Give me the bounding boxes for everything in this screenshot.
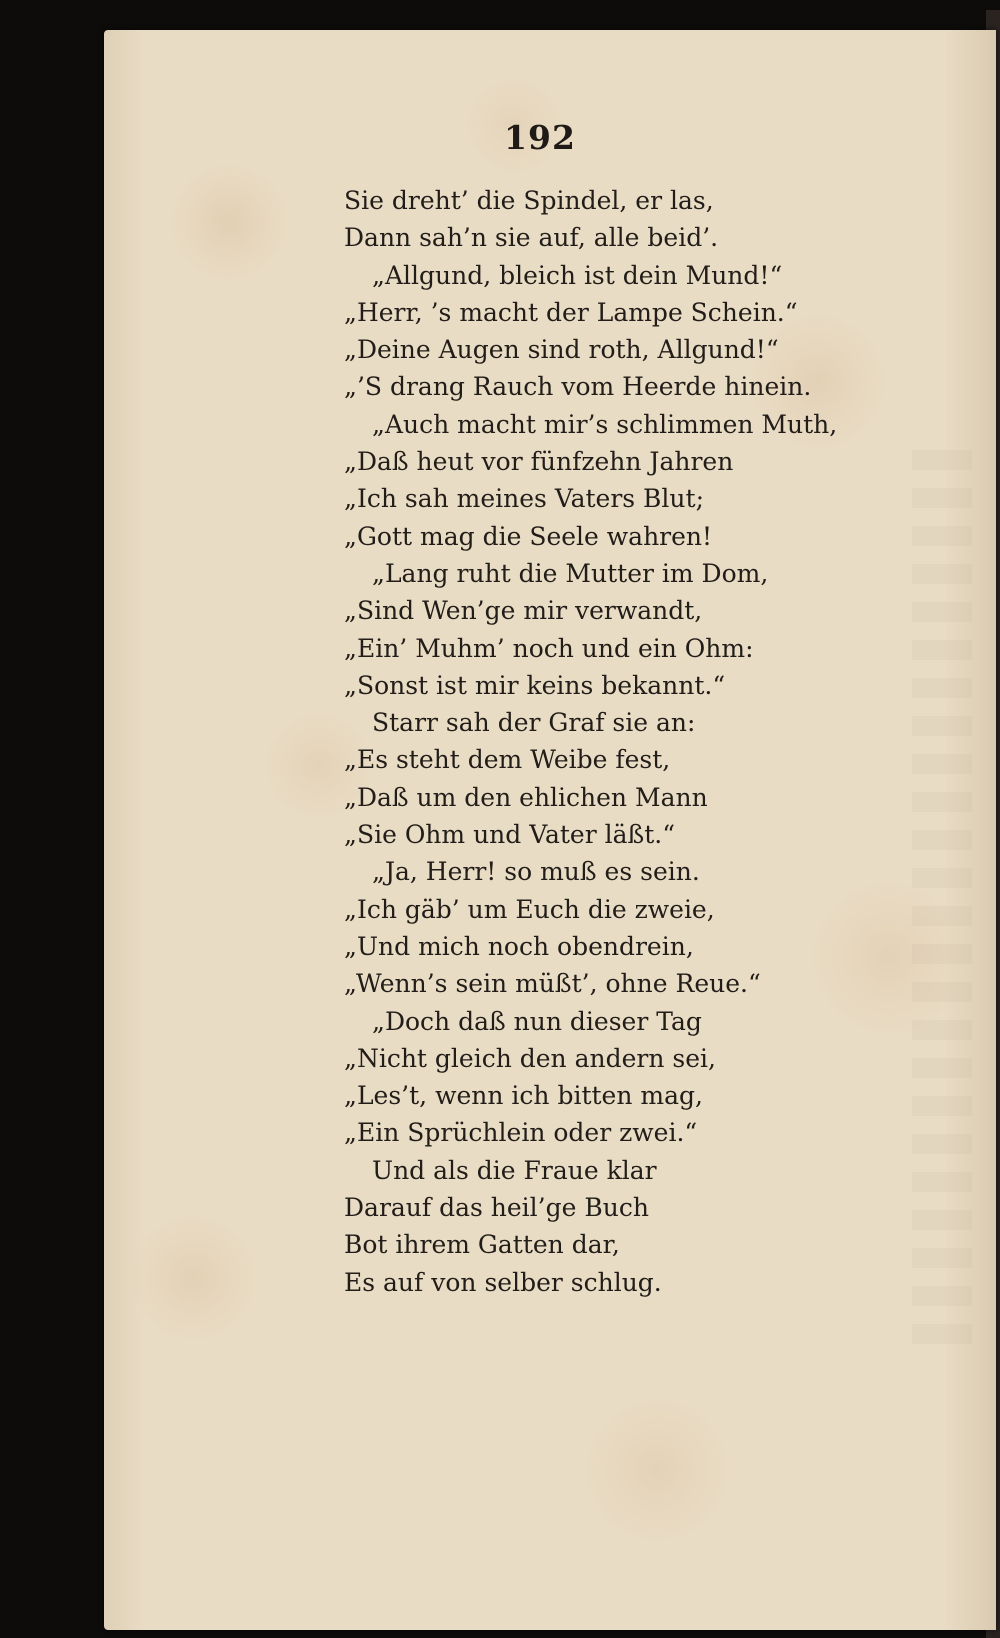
verse-line: „Allgund, bleich ist dein Mund!“: [372, 260, 783, 290]
verse-line: „Ein’ Muhm’ noch und ein Ohm:: [344, 633, 754, 663]
verse-line: Sie dreht’ die Spindel, er las,: [344, 186, 714, 215]
verse-line: „’S drang Rauch vom Heerde hinein.: [344, 372, 812, 402]
verse-line: „Sonst ist mir keins bekannt.“: [344, 670, 726, 700]
verse-line: „Sind Wen’ge mir verwandt,: [344, 596, 703, 626]
verse-line: „Deine Augen sind roth, Allgund!“: [344, 335, 779, 365]
verse-line: „Lang ruht die Mutter im Dom,: [372, 558, 769, 588]
verse-line: Es auf von selber schlug.: [344, 1267, 662, 1297]
verse-line: Und als die Fraue klar: [372, 1155, 657, 1185]
verse-line: „Auch macht mir’s schlimmen Muth,: [372, 409, 838, 439]
verse-line: „Nicht gleich den andern sei,: [344, 1043, 716, 1073]
verse-line: „Ich sah meines Vaters Blut;: [344, 484, 704, 514]
verse-line: „Und mich noch obendrein,: [344, 931, 694, 961]
verse-line: „Ich gäb’ um Euch die zweie,: [344, 894, 715, 924]
verse-line: „Les’t, wenn ich bitten mag,: [344, 1081, 703, 1111]
verse-line: Dann sah’n sie auf, alle beid’.: [344, 223, 719, 253]
poem-verse: [344, 182, 964, 1301]
verse-line: „Ja, Herr! so muß es sein.: [372, 857, 700, 887]
verse-line: „Es steht dem Weibe fest,: [344, 745, 671, 775]
verse-line: „Sie Ohm und Vater läßt.“: [344, 820, 675, 850]
verse-line: Bot ihrem Gatten dar,: [344, 1230, 620, 1260]
verse-line: „Doch daß nun dieser Tag: [372, 1006, 702, 1036]
verse-line: Darauf das heil’ge Buch: [344, 1193, 649, 1223]
verse-line: „Ein Sprüchlein oder zwei.“: [344, 1118, 698, 1148]
page-paper: [104, 30, 996, 1630]
verse-line: Starr sah der Graf sie an:: [372, 708, 696, 738]
page-number: 192: [504, 118, 576, 157]
verse-line: „Daß um den ehlichen Mann: [344, 782, 708, 812]
verse-line: „Wenn’s sein müßt’, ohne Reue.“: [344, 969, 761, 999]
verse-line: „Daß heut vor fünfzehn Jahren: [344, 447, 734, 477]
verse-line: „Gott mag die Seele wahren!: [344, 521, 713, 551]
verse-line: „Herr, ’s macht der Lampe Schein.“: [344, 297, 798, 327]
